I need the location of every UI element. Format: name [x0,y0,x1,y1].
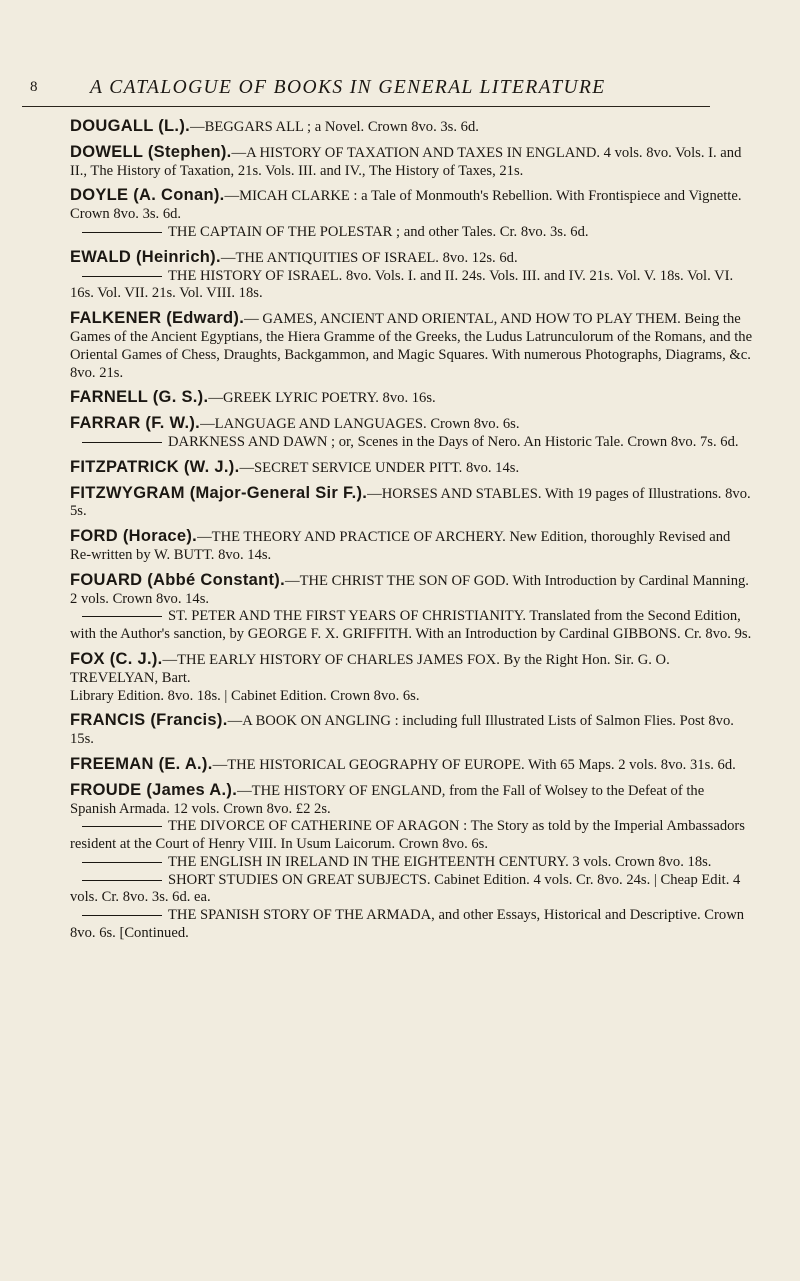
entry-freeman [70,756,754,775]
ditto-rule [82,276,162,277]
entry-author: FITZWYGRAM (Major-General Sir F.). [70,483,368,502]
page-number: 8 [30,79,38,95]
entry-farrar [70,415,754,452]
entry-text: —SECRET SERVICE UNDER PITT. 8vo. 14s. [239,459,520,476]
entry-text: —GREEK LYRIC POETRY. 8vo. 16s. [208,390,436,407]
entry-author: FOUARD (Abbé Constant). [70,570,285,589]
entry-ford [70,528,754,565]
entry-fitzwygram [70,485,754,522]
entry-author: FITZPATRICK (W. J.). [70,457,240,476]
entry-text: —LANGUAGE AND LANGUAGES. Crown 8vo. 6s. [200,416,520,433]
entry-text: —BEGGARS ALL ; a Novel. Crown 8vo. 3s. 6d. [190,119,479,135]
entry-dowell [70,144,754,181]
entry-subtitle: THE SPANISH STORY OF THE ARMADA, and other Essays, Historical and Descriptive. Crown 8vo. 6s. [Continued. [70,907,745,942]
ditto-rule [82,915,162,916]
entry-text: —THE HISTORY OF ENGLAND, from the Fall of Wolsey to the Defeat of the Spanish Armada. 12 vols. Crown 8vo. £2 2s. [70,782,705,817]
entry-text: —A BOOK ON ANGLING : including full Illustrated Lists of Salmon Flies. Post 8vo. 15s. [70,713,734,748]
entry-text: —HORSES AND STABLES. With 19 pages of Illustrations. 8vo. 5s. [70,485,751,520]
ditto-rule [82,880,162,881]
entry-farnell [70,389,754,408]
ditto-rule [82,862,162,863]
ditto-rule [82,616,162,617]
page-header [22,76,710,107]
entry-fouard [70,572,754,644]
entry-subtitle: SHORT STUDIES ON GREAT SUBJECTS. Cabinet Edition. 4 vols. Cr. 8vo. 24s. | Cheap Edit. 4 vols. Cr. 8vo. 3s. 6d. ea. [70,871,741,906]
entry-author: DOUGALL (L.). [70,117,190,135]
entry-editions: Library Edition. 8vo. 18s. | Cabinet Edition. Crown 8vo. 6s. [70,687,420,704]
entry-doyle [70,187,754,241]
entry-author: FARNELL (G. S.). [70,388,209,407]
entry-author: EWALD (Heinrich). [70,247,221,266]
entry-fitzpatrick [70,459,754,478]
entry-subtitle: THE CAPTAIN OF THE POLESTAR ; and other Tales. Cr. 8vo. 3s. 6d. [168,223,589,240]
entry-falkener [70,310,754,382]
entry-ewald [70,249,754,303]
entry-fox [70,651,754,705]
entry-text: — GAMES, ANCIENT AND ORIENTAL, AND HOW TO PLAY THEM. Being the Games of the Ancient Egyptians, the Hiera Gramme of the Greeks, the Ludus Latrunculorum of the Romans, and the Oriental Games of Chess, Draughts, Backgammon, and Magic Squares. With numerous Photographs, Diagrams, &c. 8vo. 21s. [70,311,753,381]
entry-author: FRANCIS (Francis). [70,711,228,730]
entry-subtitle: ST. PETER AND THE FIRST YEARS OF CHRISTIANITY. Translated from the Second Edition, with the Author's sanction, by GEORGE F. X. GRIFFITH. With an Introduction by Cardinal GIBBONS. Cr. 8vo. 9s. [70,608,752,643]
catalogue-entries [70,118,754,950]
entry-author: FOX (C. J.). [70,649,163,668]
entry-dougall [70,118,754,137]
entry-author: FORD (Horace). [70,527,198,546]
entry-author: DOYLE (A. Conan). [70,186,225,205]
entry-subtitle: THE HISTORY OF ISRAEL. 8vo. Vols. I. and II. 24s. Vols. III. and IV. 21s. Vol. V. 18s. Vol. VI. 16s. Vol. VII. 21s. Vol. VIII. 18s. [70,267,734,302]
entry-author: FARRAR (F. W.). [70,414,201,433]
ditto-rule [82,232,162,233]
entry-subtitle: THE DIVORCE OF CATHERINE OF ARAGON : The Story as told by the Imperial Ambassadors resident at the Court of Henry VIII. In Usum Laicorum. Crown 8vo. 6s. [70,818,745,853]
entry-subtitle: DARKNESS AND DAWN ; or, Scenes in the Days of Nero. An Historic Tale. Crown 8vo. 7s. 6d. [168,433,739,450]
entry-text: —THE ANTIQUITIES OF ISRAEL. 8vo. 12s. 6d. [220,249,518,266]
entry-author: FALKENER (Edward). [70,309,245,328]
entry-text: —THE THEORY AND PRACTICE OF ARCHERY. New Edition, thoroughly Revised and Re-written by W. BUTT. 8vo. 14s. [70,529,731,563]
entry-author: FREEMAN (E. A.). [70,754,213,773]
entry-text: —THE CHRIST THE SON OF GOD. With Introduction by Cardinal Manning. 2 vols. Crown 8vo. 14s. [70,572,749,607]
ditto-rule [82,442,162,443]
entry-francis [70,712,754,749]
entry-author: FROUDE (James A.). [70,780,238,799]
running-title: A CATALOGUE OF BOOKS IN GENERAL LITERATURE [90,77,606,98]
entry-text: —A HISTORY OF TAXATION AND TAXES IN ENGLAND. 4 vols. 8vo. Vols. I. and II., The History of Taxation, 21s. Vols. III. and IV., The History of Taxes, 21s. [70,144,742,179]
entry-text: —THE EARLY HISTORY OF CHARLES JAMES FOX. By the Right Hon. Sir. G. O. TREVELYAN, Bart. [70,651,670,686]
entry-text: —MICAH CLARKE : a Tale of Monmouth's Rebellion. With Frontispiece and Vignette. Crown 8vo. 3s. 6d. [70,188,742,223]
entry-text: —THE HISTORICAL GEOGRAPHY OF EUROPE. With 65 Maps. 2 vols. 8vo. 31s. 6d. [212,756,736,773]
entry-froude [70,782,754,943]
ditto-rule [82,826,162,827]
entry-subtitle: THE ENGLISH IN IRELAND IN THE EIGHTEENTH CENTURY. 3 vols. Crown 8vo. 18s. [168,853,712,870]
entry-author: DOWELL (Stephen). [70,142,232,161]
